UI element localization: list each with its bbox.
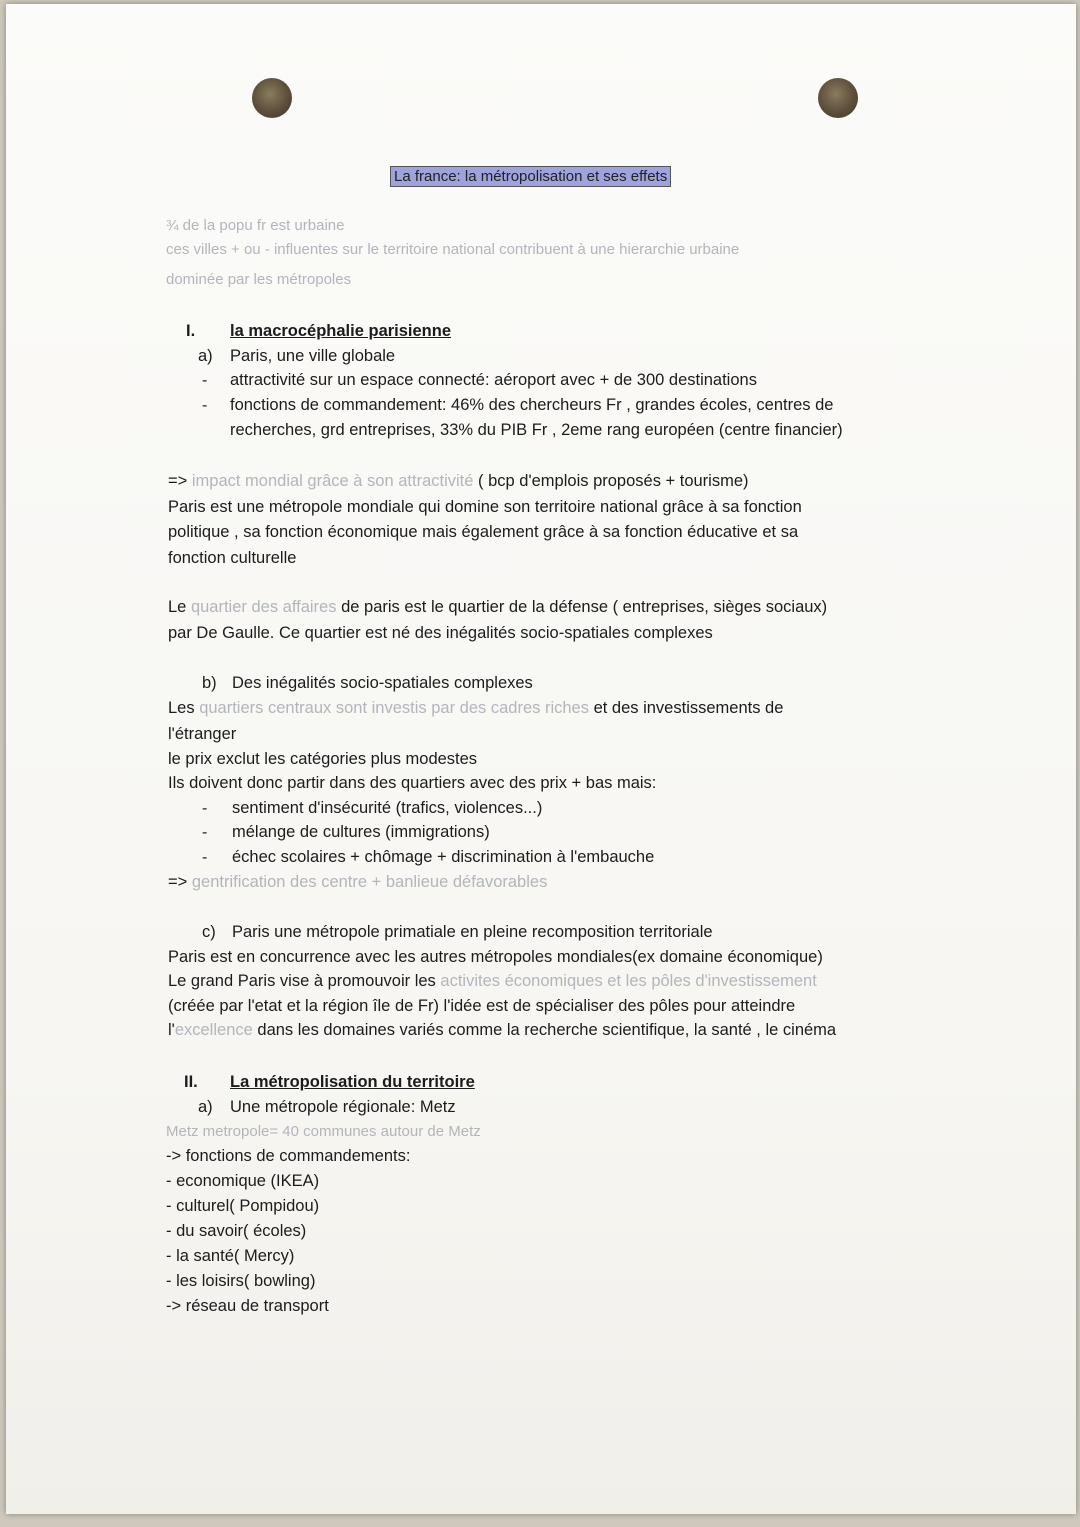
subsection-b-title: Des inégalités socio-spatiales complexes — [232, 674, 533, 692]
bullet-dash: - — [202, 849, 208, 866]
paragraph-line — [168, 1020, 836, 1040]
faint-text: impact mondial grâce à son attractivité — [191, 472, 474, 490]
section2-heading: La métropolisation du territoire — [230, 1073, 475, 1091]
list-line: - culturel( Pompidou) — [166, 1197, 320, 1215]
bullet-dash: - — [202, 397, 208, 414]
list-line: -> fonctions de commandements: — [166, 1147, 411, 1165]
paragraph-line: Paris est une métropole mondiale qui domine son territoire national grâce à sa fonction — [168, 498, 802, 516]
faint-text: gentrification des centre + banlieue défavorables — [191, 873, 548, 891]
text: l' — [168, 1021, 175, 1039]
intro-line: ces villes + ou - influentes sur le territoire national contribuent à une hierarchie urbaine — [166, 241, 740, 258]
subsection-a-label: a) — [198, 1098, 213, 1116]
intro-line: dominée par les métropoles — [166, 271, 352, 288]
subsection-c-label: c) — [202, 923, 216, 941]
bullet-item: fonctions de commandement: 46% des chercheurs Fr , grandes écoles, centres de — [230, 396, 834, 414]
bullet-item: sentiment d'insécurité (trafics, violences...) — [232, 799, 543, 817]
list-line: -> réseau de transport — [166, 1297, 329, 1315]
list-line: - les loisirs( bowling) — [166, 1272, 316, 1290]
impact-detail: ( bcp d'emplois proposés + tourisme) — [478, 472, 749, 490]
faint-text: quartier des affaires — [190, 598, 337, 616]
bullet-dash: - — [202, 824, 208, 841]
faint-text: quartiers centraux sont investis par des cadres riches — [199, 699, 589, 717]
conclusion-line — [168, 872, 547, 892]
subsection-a-title: Une métropole régionale: Metz — [230, 1098, 456, 1116]
affaires-line — [168, 597, 827, 617]
subsection-a-label: a) — [198, 347, 213, 365]
paragraph-line: politique , sa fonction économique mais également grâce à sa fonction éducative et sa — [168, 523, 799, 541]
section2-number: II. — [184, 1073, 198, 1091]
paragraph-line: (créée par l'etat et la région île de Fr) l'idée est de spécialiser des pôles pour atteindre — [168, 997, 796, 1015]
subsection-c-title: Paris une métropole primatiale en pleine recomposition territoriale — [232, 923, 713, 941]
bullet-item: attractivité sur un espace connecté: aéroport avec + de 300 destinations — [230, 371, 757, 389]
bullet-dash: - — [202, 372, 208, 389]
list-line: - la santé( Mercy) — [166, 1247, 295, 1265]
page-title: La france: la métropolisation et ses effets — [390, 166, 671, 187]
arrow: => — [168, 873, 188, 891]
list-line: - economique (IKEA) — [166, 1172, 320, 1190]
paper-sheet — [6, 4, 1076, 1514]
punch-hole-left — [252, 78, 292, 118]
intro-line: ¾ de la popu fr est urbaine — [166, 217, 345, 234]
faint-text: activites économiques et les pôles d'investissement — [440, 972, 817, 990]
punch-hole-right — [818, 78, 858, 118]
text: Le grand Paris vise à promouvoir les — [168, 972, 436, 990]
paragraph-line: l'étranger — [168, 725, 237, 743]
faint-text: excellence — [174, 1021, 253, 1039]
bullet-item-continuation: recherches, grd entreprises, 33% du PIB Fr , 2eme rang européen (centre financier) — [230, 421, 843, 439]
text: Le — [168, 598, 187, 616]
bullet-item: mélange de cultures (immigrations) — [232, 823, 490, 841]
paragraph-line: Ils doivent donc partir dans des quartiers avec des prix + bas mais: — [168, 774, 657, 792]
impact-line — [168, 471, 749, 491]
text: et des investissements de — [593, 699, 784, 717]
paragraph-line: fonction culturelle — [168, 549, 297, 567]
section1-number: I. — [186, 322, 196, 340]
subsection-a-title: Paris, une ville globale — [230, 347, 396, 365]
paragraph-line: par De Gaulle. Ce quartier est né des inégalités socio-spatiales complexes — [168, 624, 713, 642]
text: de paris est le quartier de la défense ( entreprises, sièges sociaux) — [341, 598, 828, 616]
subsection-b-label: b) — [202, 674, 217, 692]
paragraph-line: le prix exclut les catégories plus modestes — [168, 750, 478, 768]
paragraph-line — [168, 698, 783, 718]
paragraph-line — [168, 971, 817, 991]
bullet-item: échec scolaires + chômage + discrimination à l'embauche — [232, 848, 655, 866]
section1-heading: la macrocéphalie parisienne — [230, 322, 452, 340]
arrow: => — [168, 472, 188, 490]
list-line: - du savoir( écoles) — [166, 1222, 307, 1240]
text: dans les domaines variés comme la recherche scientifique, la santé , le cinéma — [257, 1021, 837, 1039]
paragraph-line: Paris est en concurrence avec les autres métropoles mondiales(ex domaine économique) — [168, 948, 823, 966]
faint-line: Metz metropole= 40 communes autour de Metz — [166, 1123, 481, 1140]
bullet-dash: - — [202, 800, 208, 817]
text: Les — [168, 699, 195, 717]
